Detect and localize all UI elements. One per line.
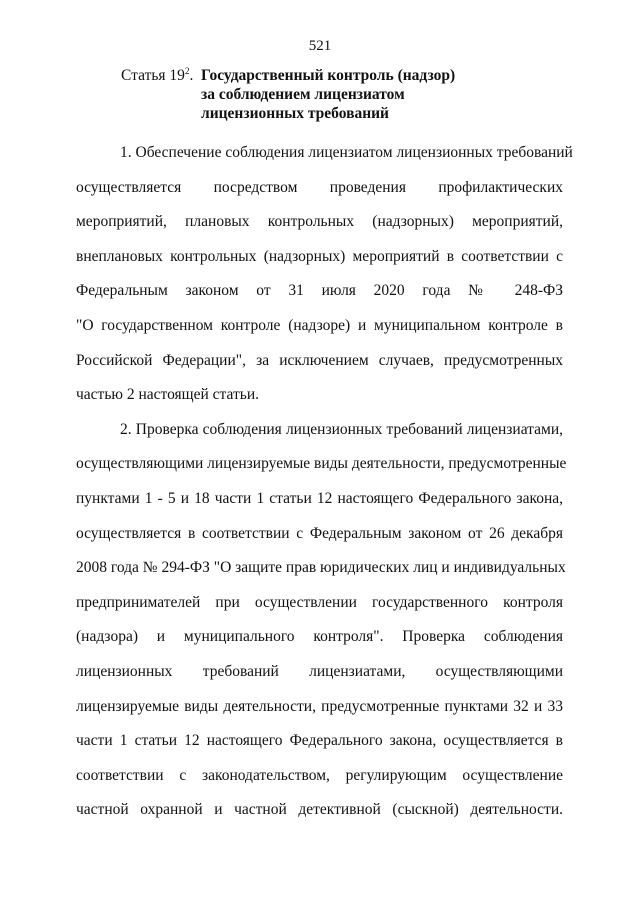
text-line: 2. Проверка соблюдения лицензионных требований лицензиатами,: [120, 420, 563, 438]
text-line: 2008 года № 294-ФЗ "О защите прав юридических лиц и индивидуальных: [76, 559, 566, 577]
page-number: 521: [308, 38, 332, 54]
text-line: лицензируемые виды деятельности, предусмотренные пунктами 32 и 33: [76, 697, 563, 715]
text-line: внеплановых контрольных (надзорных) мероприятий в соответствии с: [76, 247, 563, 265]
article-label-text: Статья 19: [121, 67, 185, 84]
article-label-suffix: .: [189, 67, 194, 84]
text-line: 1. Обеспечение соблюдения лицензиатом лицензионных требований: [120, 144, 573, 161]
text-line: соответствии с законодательством, регулирующим осуществление: [76, 766, 563, 784]
text-line: (надзора) и муниципального контроля". Проверка соблюдения: [76, 628, 563, 646]
article-body: [76, 136, 573, 828]
article-label-superscript: 2: [184, 65, 190, 76]
article-title-line: Государственный контроль (надзор): [201, 67, 456, 84]
article-title-line: лицензионных требований: [201, 105, 389, 122]
article-label: [121, 66, 193, 85]
text-line: осуществляющими лицензируемые виды деятельности, предусмотренные: [76, 455, 567, 473]
paragraph-1: [76, 136, 573, 413]
text-line: лицензионных требований лицензиатами, осуществляющими: [76, 662, 563, 680]
text-line: частью 2 настоящей статьи.: [76, 386, 260, 404]
text-line: пунктами 1 - 5 и 18 части 1 статьи 12 настоящего Федерального закона,: [76, 489, 563, 507]
text-line: "О государственном контроле (надзоре) и муниципальном контроле в: [76, 316, 563, 334]
text-line: осуществляется посредством проведения профилактических: [76, 178, 563, 196]
text-line: предпринимателей при осуществлении государственного контроля: [76, 593, 563, 611]
text-line: Федеральным законом от 31 июля 2020 года № 248-ФЗ: [76, 282, 563, 300]
article-title-line: за соблюдением лицензиатом: [201, 86, 405, 103]
text-line: части 1 статьи 12 настоящего Федерального закона, осуществляется в: [76, 732, 563, 750]
paragraph-2: [76, 413, 567, 828]
text-line: частной охранной и частной детективной (сыскной) деятельности.: [76, 801, 563, 819]
text-line: Российской Федерации", за исключением случаев, предусмотренных: [76, 351, 563, 369]
text-line: мероприятий, плановых контрольных (надзорных) мероприятий,: [76, 213, 563, 231]
article-title: [201, 66, 581, 123]
text-line: осуществляется в соответствии с Федеральным законом от 26 декабря: [76, 524, 563, 542]
